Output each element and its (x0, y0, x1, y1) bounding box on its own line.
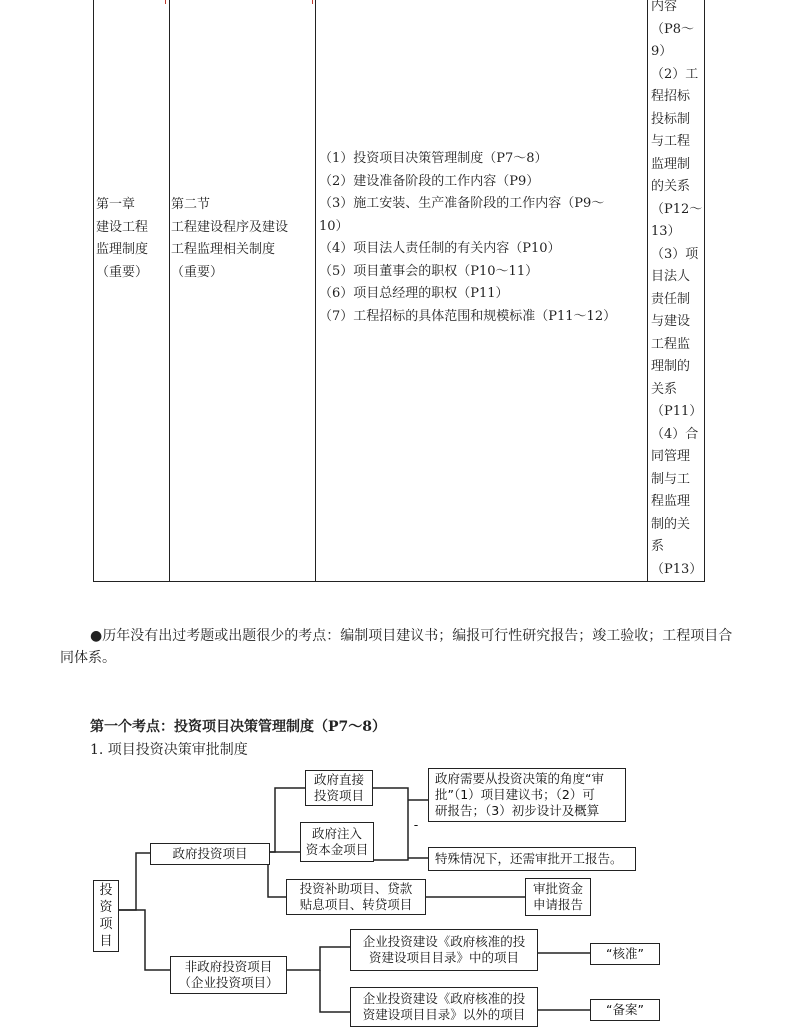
connector-gov-subsidy (268, 852, 286, 897)
funding-report-box: 审批资金 申请报告 (525, 878, 591, 916)
beian-box: “备案” (590, 999, 660, 1021)
red-mark (165, 0, 166, 4)
chapter-cell: 第一章 建设工程 监理制度 （重要） (96, 197, 149, 280)
approve-decision-box: 政府需要从投资决策的角度“审 批”（1）项目建议书；（2）可 研报告；（3）初步设计及概算 (428, 768, 626, 822)
section-heading: 第一个考点：投资项目决策管理制度（P7～8） (90, 719, 387, 735)
note-paragraph: ●历年没有出过考题或出题很少的考点：编制项目建议书；编报可行性研究报告；竣工验收；工程项目合同体系。 (60, 628, 733, 666)
hezhun-box: “核准” (590, 943, 660, 965)
nongov-project-box: 非政府投资项目 （企业投资项目） (170, 956, 287, 994)
special-case-box: 特殊情况下，还需审批开工报告。 (428, 847, 636, 871)
table-divider-3 (647, 0, 648, 582)
connector-root-gov (118, 853, 150, 910)
table-divider-2 (315, 0, 316, 582)
table-border-left (93, 0, 94, 582)
gov-project-box: 政府投资项目 (150, 843, 270, 865)
connector-root-nongov (118, 910, 170, 970)
enterprise-in-list-box: 企业投资建设《政府核准的投 资建设项目目录》中的项目 (350, 929, 538, 971)
subheading: 1. 项目投资决策审批制度 (90, 742, 248, 758)
dash-mark: - (411, 818, 421, 832)
connector-nongov-out (320, 970, 350, 1012)
direct-invest-box: 政府直接 投资项目 (305, 770, 373, 806)
root-box: 投 资 项 目 (93, 880, 119, 952)
bracket-right (372, 788, 408, 860)
connector-nongov-in (285, 947, 350, 970)
enterprise-out-list-box: 企业投资建设《政府核准的投 资建设项目目录》以外的项目 (350, 987, 538, 1027)
subsidy-box: 投资补助项目、贷款 贴息项目、转贷项目 (286, 879, 426, 915)
points-cell: （1）投资项目决策管理制度（P7～8） （2）建设准备阶段的工作内容（P9） （3）施工安装、生产准备阶段的工作内容（P9～ 10） （4）项目法人责任制的有关内容（P10） （5）项目董事会的职权（P10～11） （6）项目总经理的职权（P11） （7）工程招标的具体范围和规模标准（P11～12） (319, 151, 617, 324)
table-divider-1 (169, 0, 170, 582)
section-cell: 第二节 工程建设程序及建设 工程监理相关制度 （重要） (171, 197, 289, 280)
table-border-bottom (93, 581, 705, 582)
capital-injection-box: 政府注入 资本金项目 (300, 822, 374, 862)
relations-cell: 内容 （P8～ 9） （2）工 程招标 投标制 与工程 监理制 的关系 （P12～ 13） （3）项 目法人 责任制 与建设 工程监 理制的 关系 （P11） （4）合 同管理 制与工 程监理 制的关 系 （P13） (651, 0, 703, 577)
red-mark (312, 0, 313, 4)
